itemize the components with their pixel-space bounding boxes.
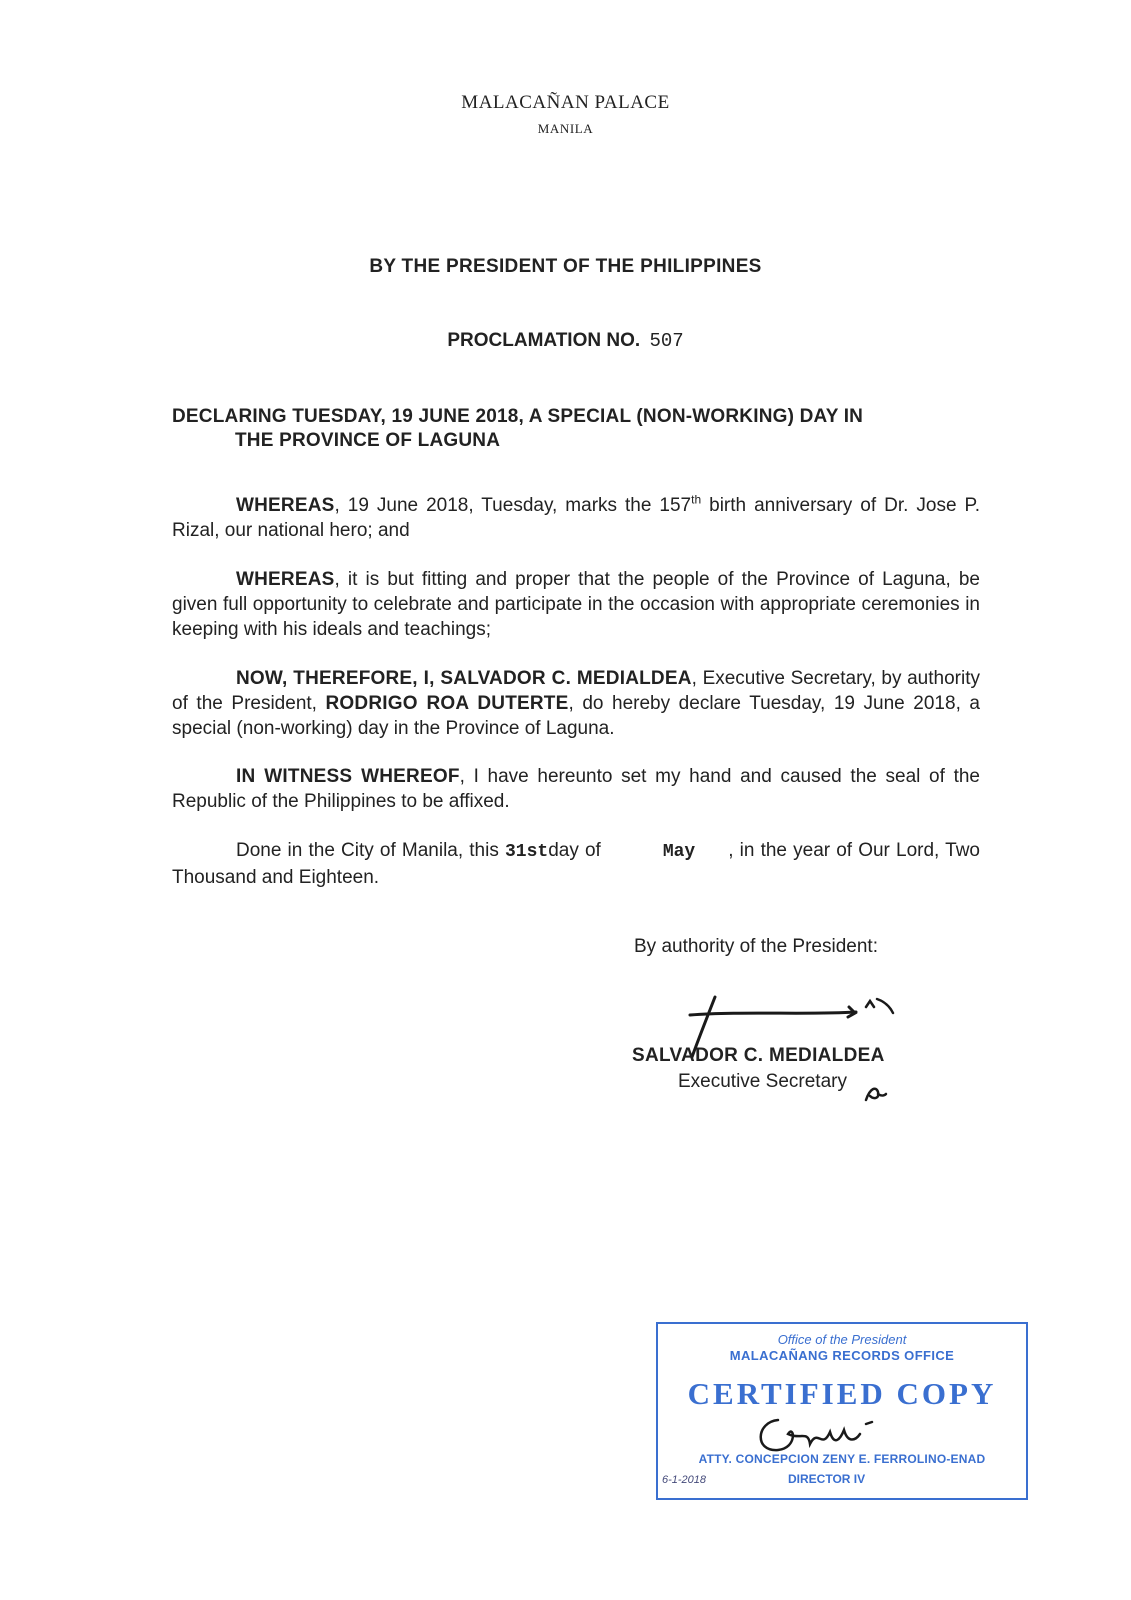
- paragraph-text: day of: [548, 840, 601, 861]
- paragraph-now-therefore: [172, 666, 980, 741]
- paragraph-text: , do hereby declare Tuesday, 19 June 2018, a special (non-working) day in the Province of Laguna.: [172, 693, 980, 739]
- stamp-officer-name: ATTY. CONCEPCION ZENY E. FERROLINO-ENAD: [698, 1452, 986, 1466]
- proclamation-label: PROCLAMATION NO.: [447, 330, 641, 351]
- signatory-title: Executive Secretary: [678, 1071, 847, 1092]
- paragraph-lead: WHEREAS: [236, 569, 335, 590]
- paragraph-text: , 19 June 2018, Tuesday, marks the 157: [334, 495, 692, 516]
- proclamation-title: [172, 405, 982, 453]
- header-palace: MALACAÑAN PALACE: [461, 92, 670, 113]
- stamp-records-office: MALACAÑANG RECORDS OFFICE: [729, 1348, 955, 1363]
- title-line-2: THE PROVINCE OF LAGUNA: [235, 430, 501, 451]
- by-president-heading: BY THE PRESIDENT OF THE PHILIPPINES: [369, 256, 762, 277]
- ordinal-suffix: th: [691, 492, 702, 507]
- paragraph-lead: NOW, THEREFORE, I, SALVADOR C. MEDIALDEA: [236, 668, 692, 689]
- paragraph-whereas-2: [172, 567, 980, 642]
- paragraph-in-witness: [172, 764, 980, 814]
- paragraph-text: Done in the City of Manila, this: [236, 840, 499, 861]
- month-value: May: [662, 842, 696, 862]
- paragraph-text: birth anniversary of Dr. Jose P. Rizal, our national hero; and: [172, 495, 980, 541]
- paragraph-done: [172, 838, 980, 890]
- paragraph-lead: WHEREAS: [236, 495, 335, 516]
- paragraph-text: , I have hereunto set my hand and caused the seal of the Republic of the Philippines to be affixed.: [172, 766, 980, 812]
- stamp-officer-position: DIRECTOR IV: [788, 1472, 866, 1486]
- president-name: RODRIGO ROA DUTERTE: [325, 693, 569, 714]
- initials-mark: [862, 1082, 888, 1104]
- stamp-handwritten-date: 6-1-2018: [662, 1474, 707, 1486]
- proclamation-number: 507: [649, 330, 684, 352]
- paragraph-text: , it is but fitting and proper that the people of the Province of Laguna, be given full opportunity to celebrate and participate in the occasion with appropriate ceremonies in keeping with his ideals and teachings;: [172, 569, 980, 640]
- stamp-headline: CERTIFIED COPY: [687, 1376, 997, 1411]
- certified-copy-stamp: [656, 1322, 1028, 1500]
- header-city: MANILA: [537, 121, 594, 136]
- by-authority-line: By authority of the President:: [634, 936, 878, 957]
- paragraph-whereas-1: [172, 493, 980, 543]
- day-value: 31st: [504, 842, 549, 862]
- paragraph-text: , Executive Secretary, by authority of the President,: [172, 668, 980, 714]
- proclamation-heading: [0, 330, 1131, 352]
- stamp-office-line: Office of the President: [777, 1332, 907, 1347]
- paragraph-text: , in the year of Our Lord, Two Thousand and Eighteen.: [172, 840, 980, 888]
- title-line-1: DECLARING TUESDAY, 19 JUNE 2018, A SPECIAL (NON-WORKING) DAY IN: [172, 406, 864, 427]
- signatory-name: SALVADOR C. MEDIALDEA: [632, 1045, 885, 1066]
- paragraph-lead: IN WITNESS WHEREOF: [236, 766, 460, 787]
